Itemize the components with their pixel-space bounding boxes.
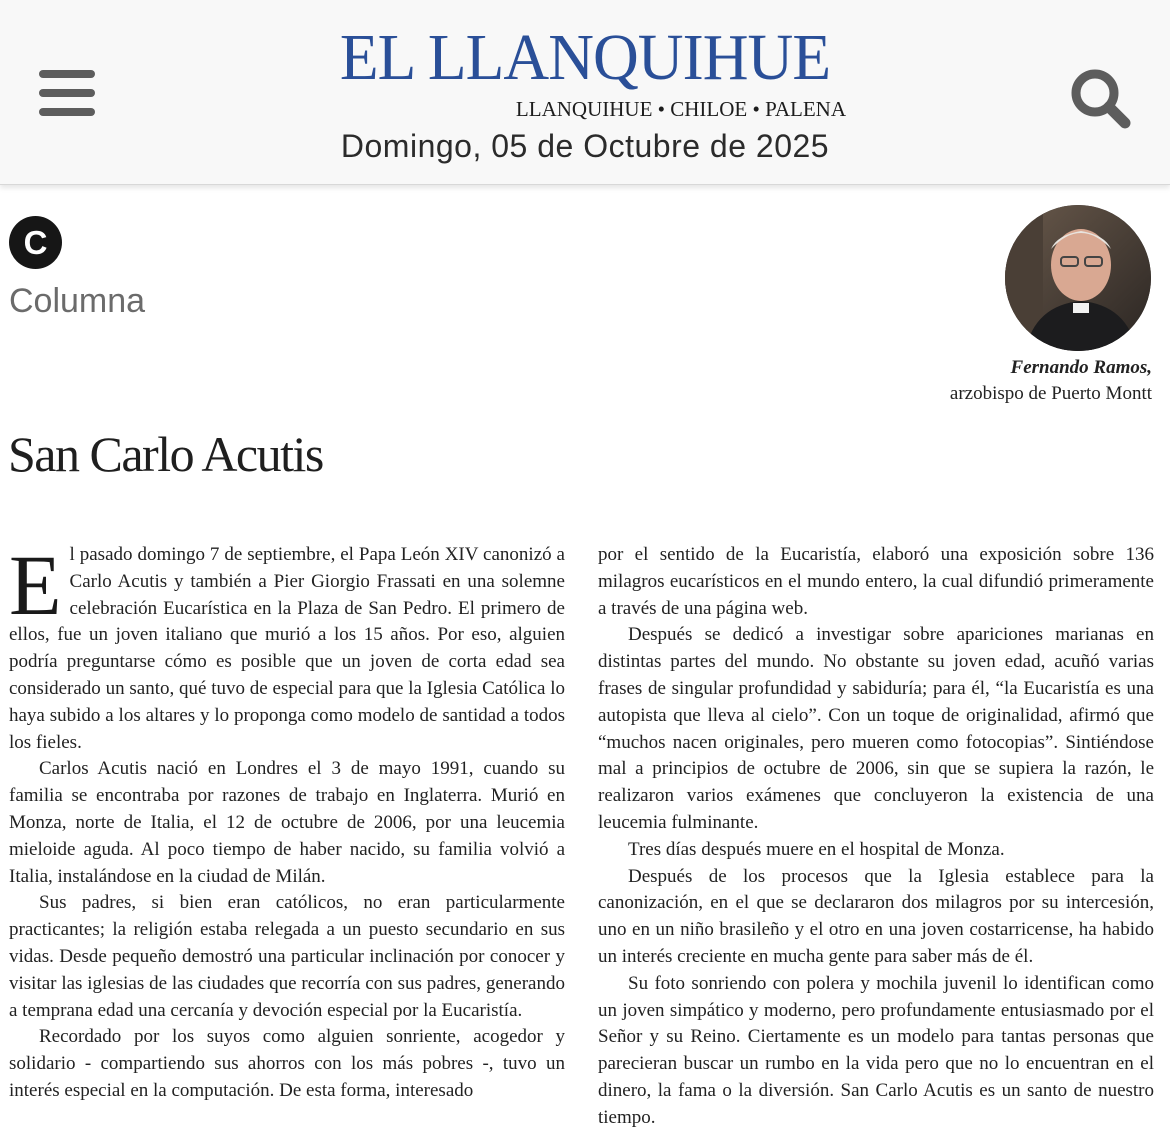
column-badge: C xyxy=(9,216,62,269)
article-paragraph: Después se dedicó a investigar sobre apariciones marianas en distintas partes del mundo. No obstante su joven edad, acuñó varias frases de singular profundidad y sabiduría; para él, “la Eucaristía es una autopista que lleva al cielo”. Con un toque de originalidad, afirmó que “muchos nacen originales, pero mueren como fotocopias”. Sintiéndose mal a principios de octubre de 2006, sin que se supiera la razón, le realizaron varios exámenes que concluyeron la existencia de una leucemia fulminante. xyxy=(598,624,1154,833)
search-icon[interactable] xyxy=(1068,66,1132,130)
article-paragraph: Después de los procesos que la Iglesia establece para la canonización, en el que se declararon dos milagros por su intercesión, uno en un niño brasileño y el otro en una joven costarricense, ha habido un interés creciente en mucha gente para saber más de él. xyxy=(598,865,1154,967)
author-role: arzobispo de Puerto Montt xyxy=(949,383,1152,404)
article-paragraph: Sus padres, si bien eran católicos, no eran particularmente practicantes; la religión estaba relegada a un puesto secundario en sus vidas. Desde pequeño demostró una particular inclinación por conocer y visitar las iglesias de las ciudades que recorría con sus padres, generando a temprana edad una cercanía y devoción especial por la Eucaristía. xyxy=(9,892,565,1021)
author-name: Fernando Ramos, xyxy=(1010,357,1152,378)
article-paragraph: Carlos Acutis nació en Londres el 3 de mayo 1991, cuando su familia se encontraba por razones de trabajo en Inglaterra. Murió en Monza, norte de Italia, el 12 de octubre de 2006, por una leucemia mieloide aguda. Al poco tiempo de haber nacido, su familia volvió a Italia, instalándose en la ciudad de Milán. xyxy=(9,758,565,887)
article-paragraph: Recordado por los suyos como alguien sonriente, acogedor y solidario - compartiendo sus ahorros con los más pobres -, tuvo un interés especial en la computación. De esta forma, interesado xyxy=(9,1026,565,1101)
article-paragraph: El pasado domingo 7 de septiembre, el Papa León XIV canonizó a Carlo Acutis y también a Pier Giorgio Frassati en una solemne celebración Eucarística en la Plaza de San Pedro. El primero de ellos, fue un joven italiano que murió a los 15 años. Por eso, alguien podría preguntarse cómo es posible que un joven de corta edad sea considerado un santo, qué tuvo de especial para que la Iglesia Católica lo haya subido a los altares y lo proponga como modelo de santidad a todos los fieles. xyxy=(9,542,565,753)
article-paragraph: por el sentido de la Eucaristía, elaboró una exposición sobre 136 milagros eucarísticos en el mundo entero, la cual difundió primeramente a través de una página web. xyxy=(598,544,1154,619)
site-logo[interactable]: EL LLANQUIHUE xyxy=(339,21,831,94)
article-column-left xyxy=(9,542,565,1132)
article-title: San Carlo Acutis xyxy=(8,426,323,482)
article-paragraph: Tres días después muere en el hospital de Monza. xyxy=(628,838,1005,860)
drop-cap: E xyxy=(9,542,62,633)
author-photo xyxy=(1005,205,1151,351)
hamburger-menu-icon[interactable] xyxy=(39,70,95,118)
edition-date: Domingo, 05 de Octubre de 2025 xyxy=(340,128,830,164)
article-column-right xyxy=(598,542,1154,1132)
logo-tagline: LLANQUIHUE • CHILOE • PALENA xyxy=(515,97,846,121)
article-paragraph: Su foto sonriendo con polera y mochila juvenil lo identifican como un joven simpático y moderno, pero profundamente entusiasmado por el Señor y su Reino. Ciertamente es un modelo para tantas personas que parecieran buscar un rumbo en la vida pero que no lo encuentran en el dinero, la fama o la diversión. San Carlo Acutis es un santo de nuestro tiempo. xyxy=(598,972,1154,1128)
section-label: Columna xyxy=(9,282,146,320)
site-header xyxy=(0,0,1170,185)
